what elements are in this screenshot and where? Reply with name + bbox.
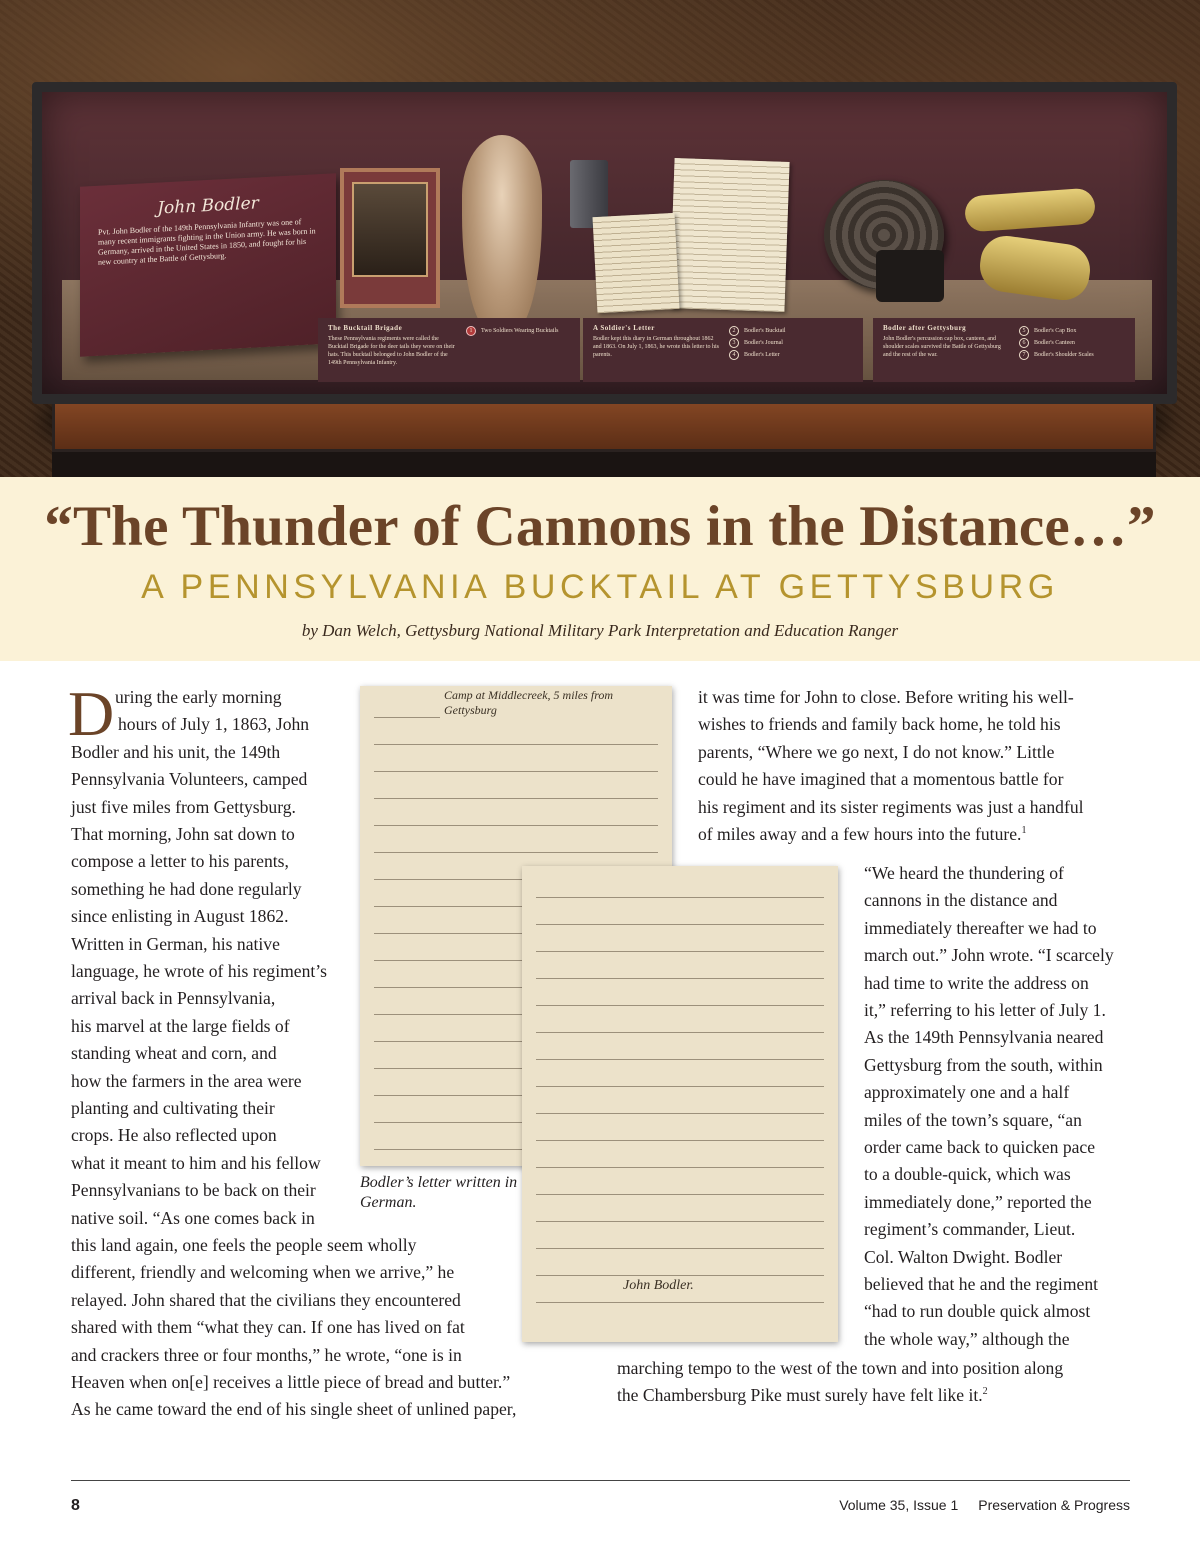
label-title: A Soldier's Letter	[593, 324, 655, 332]
text-line: hours of July 1, 1863, John	[118, 714, 310, 735]
label-number: 6	[1019, 338, 1029, 348]
text-line: this land again, one feels the people seem wholly	[71, 1235, 417, 1255]
text-line: arrival back in Pennsylvania,	[71, 988, 276, 1009]
label-title: The Bucktail Brigade	[328, 324, 403, 332]
text-line: the Chambersburg Pike must surely have felt like it.$^2$	[617, 1385, 988, 1406]
plaque-signature: John Bodler	[157, 193, 259, 219]
letter-signature: John Bodler.	[617, 1276, 700, 1296]
label-number: 5	[1019, 326, 1029, 336]
publication-name: Preservation & Progress	[978, 1497, 1130, 1513]
text-line: Col. Walton Dwight. Bodler	[864, 1246, 1063, 1267]
text-line: Pennsylvania Volunteers, camped	[71, 769, 308, 790]
text-line: his regiment and its sister regiments was just a handful	[698, 796, 1084, 817]
text-line: planting and cultivating their	[71, 1098, 275, 1118]
text-line: since enlisting in August 1862.	[71, 906, 289, 927]
text-line: parents, “Where we go next, I do not know.” Little	[698, 741, 1055, 762]
text-line: how the farmers in the area were	[71, 1070, 302, 1091]
text-line: it,” referring to his letter of July 1.	[864, 1000, 1106, 1020]
label-item: Bodler's Bucktail	[744, 328, 786, 334]
letter-artifact-small	[593, 213, 680, 313]
handwriting	[536, 880, 824, 1328]
text-line: just five miles from Gettysburg.	[71, 796, 296, 817]
text-line: his marvel at the large fields of	[71, 1015, 290, 1036]
text-line: language, he wrote of his regiment’s	[71, 961, 328, 981]
text-line: approximately one and a half	[864, 1082, 1070, 1103]
article-byline: by Dan Welch, Gettysburg National Military Park Interpretation and Education Ranger	[301, 621, 899, 640]
text-line: miles of the town’s square, “an	[864, 1109, 1082, 1130]
label-number: 7	[1019, 350, 1029, 360]
label-item: Bodler's Canteen	[1034, 340, 1075, 346]
footnote-marker[interactable]: 2	[982, 1386, 988, 1398]
article-title: “The Thunder of Cannons in the Distance…”	[44, 495, 1156, 558]
text-line: Written in German, his native	[71, 933, 280, 954]
text-line: to a double-quick, which was	[864, 1164, 1071, 1185]
label-item: Bodler's Letter	[744, 352, 780, 358]
label-item: Bodler's Shoulder Scales	[1034, 352, 1094, 358]
text-line: uring the early morning	[115, 687, 282, 707]
text-line: “We heard the thundering of	[864, 863, 1064, 883]
text-line: Gettysburg from the south, within	[864, 1054, 1103, 1075]
text-line: marching tempo to the west of the town and into position along	[617, 1358, 1064, 1378]
text-line: regiment’s commander, Lieut.	[864, 1219, 1076, 1240]
text-line: “had to run double quick almost	[864, 1301, 1091, 1322]
text-line: relayed. John shared that the civilians they encountered	[71, 1289, 461, 1310]
exhibit-case-photo	[0, 0, 1200, 477]
text-line: immediately done,” reported the	[864, 1191, 1092, 1212]
issue-label: Volume 35, Issue 1	[839, 1497, 959, 1513]
text-line: it was time for John to close. Before writing his well-	[698, 687, 1074, 707]
text-line: had time to write the address on	[864, 972, 1089, 993]
text-line: wishes to friends and family back home, he told his	[698, 714, 1061, 735]
case-legs	[52, 452, 1156, 477]
label-item: Bodler's Journal	[744, 340, 783, 346]
text-line: compose a letter to his parents,	[71, 851, 289, 872]
text-line: march out.” John wrote. “I scarcely	[864, 945, 1114, 966]
article-subtitle: A PENNSYLVANIA BUCKTAIL AT GETTYSBURG	[141, 568, 1059, 606]
text-line: the whole way,” although the	[864, 1328, 1070, 1349]
text-line: something he had done regularly	[71, 878, 302, 899]
exhibit-label-bucktail	[318, 318, 580, 382]
figure-caption: Bodler’s letter written in German.	[360, 1174, 518, 1211]
drop-cap: D	[68, 678, 115, 749]
label-item: Bodler's Cap Box	[1034, 328, 1077, 334]
text-line: shared with them “what they can. If one has lived on fat	[71, 1317, 465, 1338]
cap-box-artifact	[876, 250, 944, 302]
text-line: could he have imagined that a momentous battle for	[698, 769, 1064, 790]
letter-heading: Camp at Middlecreek, 5 miles from Gettysburg	[440, 688, 672, 718]
label-number: 4	[729, 350, 739, 360]
exhibit-main-plaque	[80, 173, 336, 356]
text-line: immediately thereafter we had to	[864, 917, 1097, 938]
text-line: different, friendly and welcoming when we arrive,” he	[71, 1262, 455, 1283]
text-line: and crackers three or four months,” he wrote, “one is in	[71, 1344, 462, 1365]
footnote-marker[interactable]: 1	[1021, 825, 1027, 837]
text-line: As he came toward the end of his single sheet of unlined paper,	[71, 1399, 517, 1420]
footer-rule	[71, 1480, 1130, 1481]
exhibit-label-after	[873, 318, 1135, 382]
text-line: Heaven when on[e] receives a little piece of bread and butter.”	[71, 1372, 511, 1392]
label-number: 1	[466, 326, 476, 336]
text-line: crops. He also reflected upon	[71, 1125, 277, 1146]
text-line: That morning, John sat down to	[71, 824, 295, 844]
text-line: As the 149th Pennsylvania neared	[864, 1027, 1104, 1048]
text-line: standing wheat and corn, and	[71, 1043, 277, 1064]
plaque-text: Pvt. John Bodler of the 149th Pennsylvania Infantry was one of many recent immigrants fighting in the Union army. He was born in Germany, arrived in the United States in 1850, and fought for his new country at the Battle of Gettysburg.	[98, 217, 316, 267]
label-text: These Pennsylvania regiments were called the Bucktail Brigade for the deer tails they wore on their hats. This bucktail belonged to John Bodler of the 149th Pennsylvania Infantry.	[328, 336, 455, 366]
page-number: 8	[71, 1497, 80, 1514]
text-line: what it meant to him and his fellow	[71, 1152, 321, 1173]
tintype-image	[352, 182, 428, 277]
text-line: believed that he and the regiment	[864, 1274, 1099, 1294]
tintype-photo-card	[340, 168, 440, 308]
letter-artifact-large	[669, 158, 789, 312]
bucktail-artifact	[462, 135, 542, 335]
text-line: of miles away and a few hours into the future.$^1$	[698, 824, 1027, 844]
text-line: Bodler and his unit, the 149th	[71, 741, 281, 762]
label-text: John Bodler's percussion cap box, canteen, and shoulder scales survived the Battle of Gettysburg and the rest of the war.	[883, 336, 1001, 358]
footer-publication-info	[819, 1497, 1130, 1513]
text-line: cannons in the distance and	[864, 890, 1058, 911]
letter-scan-page-2	[522, 866, 838, 1342]
label-item: Two Soldiers Wearing Bucktails	[481, 328, 559, 334]
label-number: 2	[729, 326, 739, 336]
text-line: Pennsylvanians to be back on their	[71, 1180, 316, 1201]
text-line: order came back to quicken pace	[864, 1137, 1096, 1157]
label-number: 3	[729, 338, 739, 348]
label-title: Bodler after Gettysburg	[883, 324, 967, 332]
exhibit-label-letter	[583, 318, 863, 382]
text-line: native soil. “As one comes back in	[71, 1207, 315, 1228]
label-text: Bodler kept this diary in German throughout 1862 and 1863. On July 1, 1863, he wrote this letter to his parents.	[593, 336, 719, 358]
